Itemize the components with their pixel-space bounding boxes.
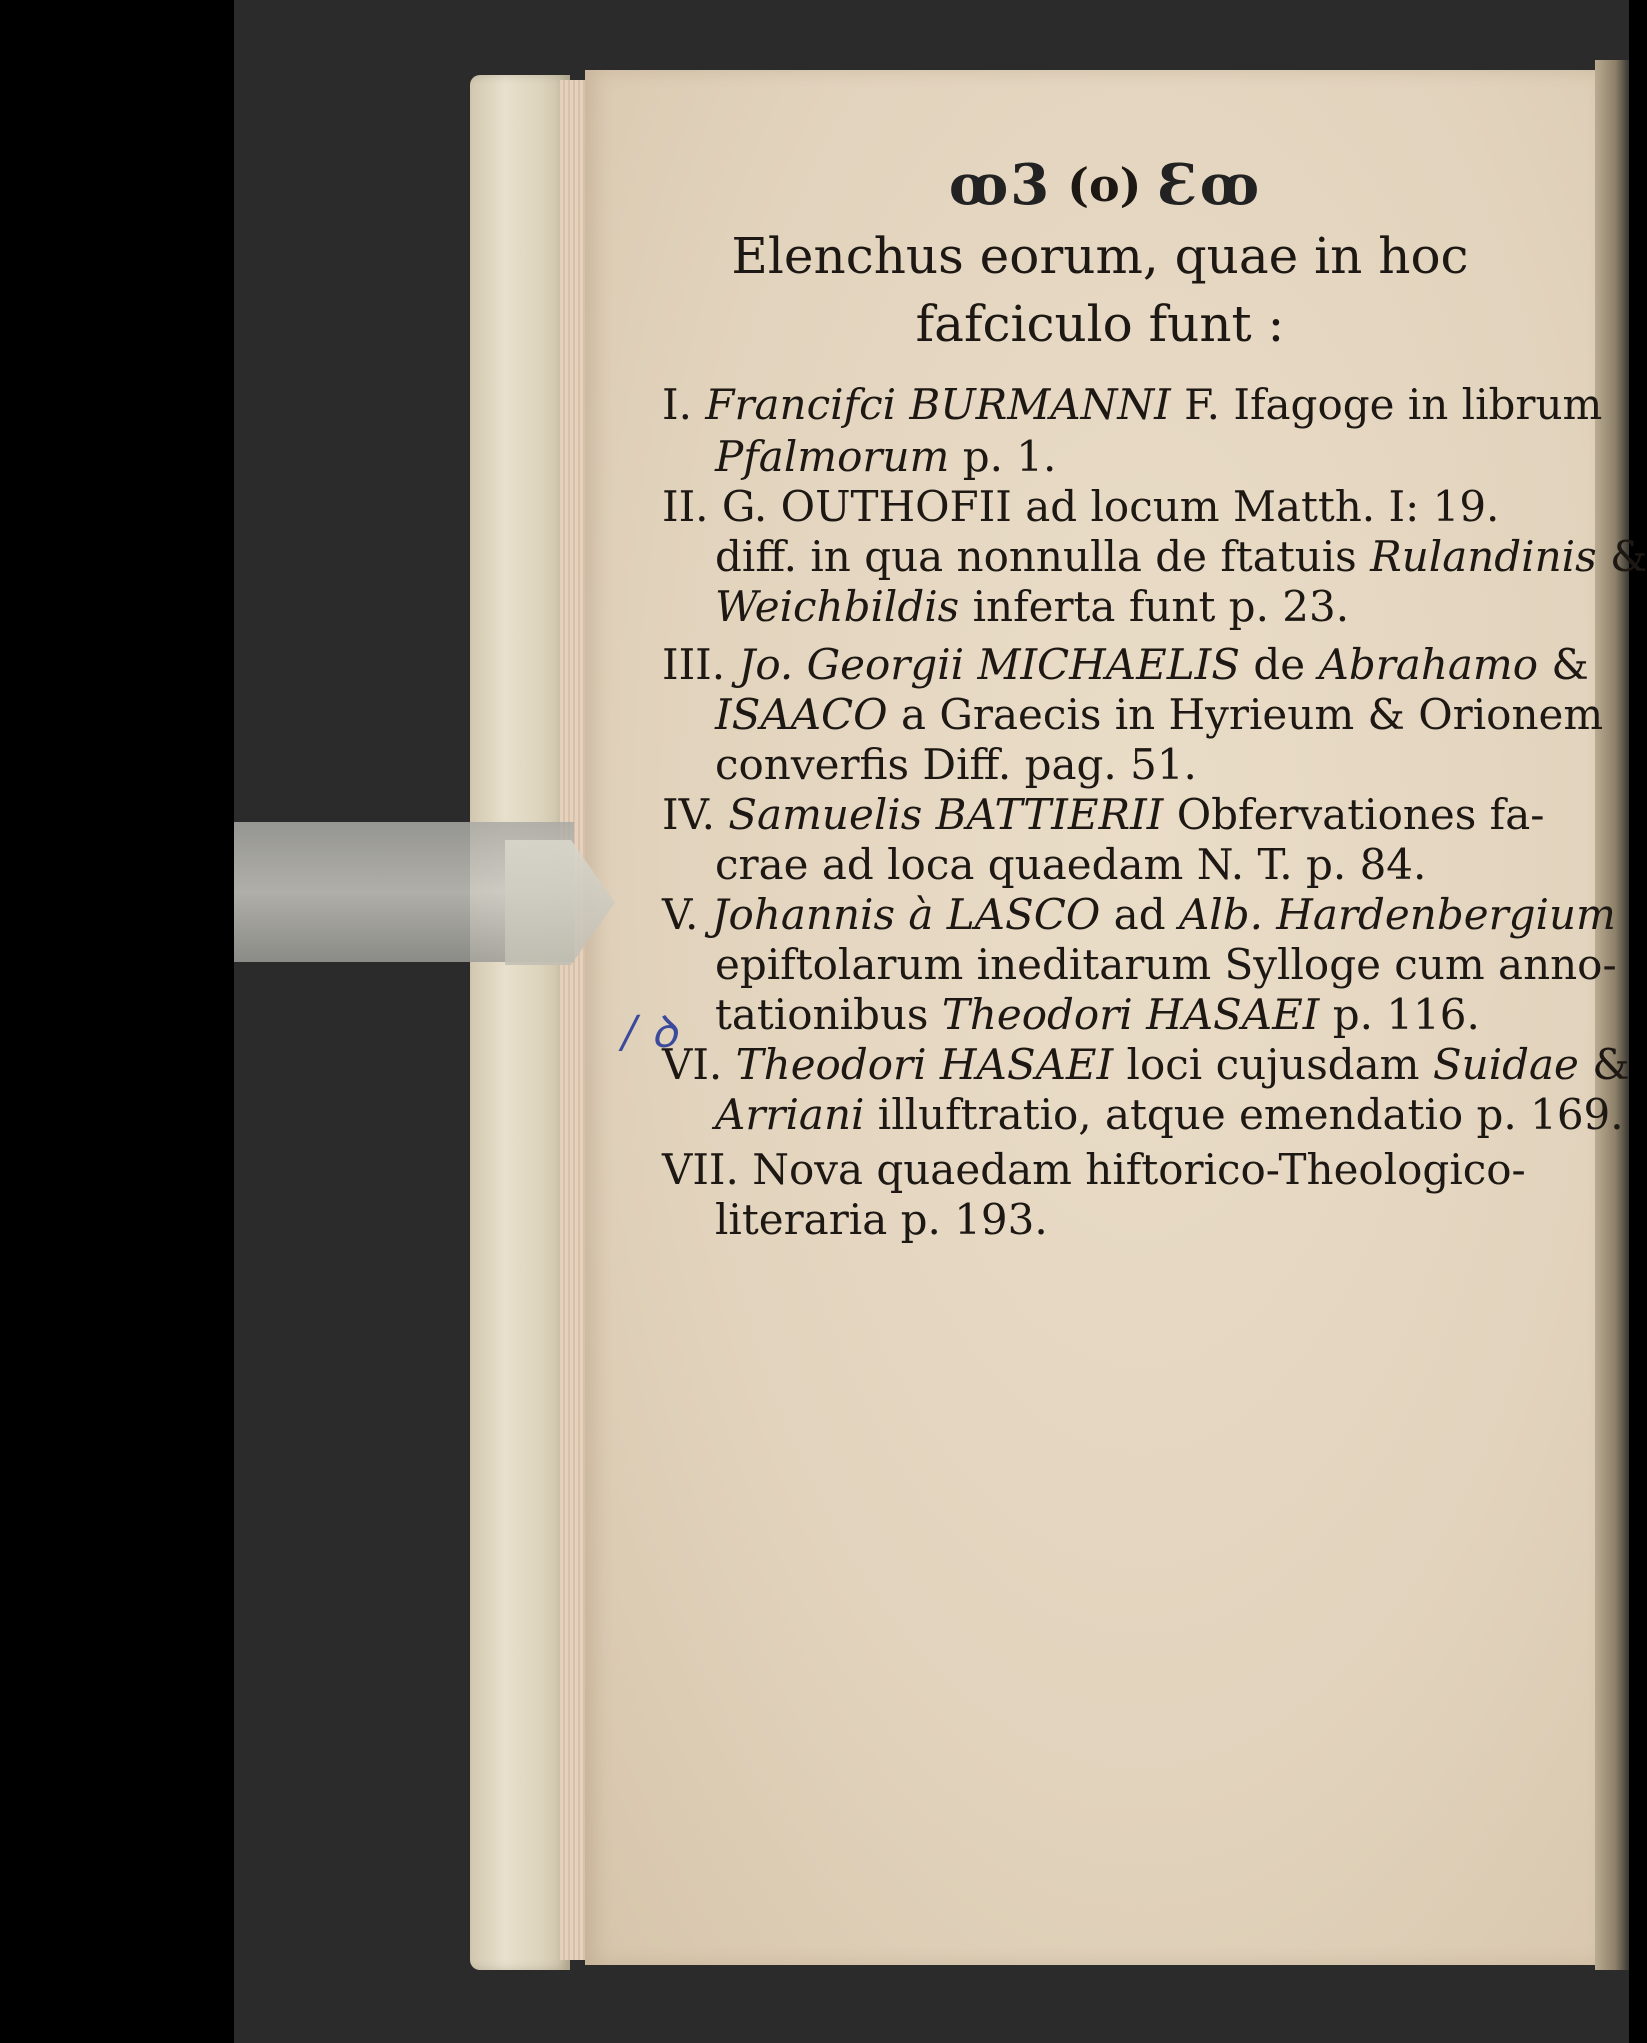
- entry-text-segment: ISAACO: [715, 690, 888, 739]
- entry-text-segment: p. 1.: [949, 432, 1057, 481]
- entry-text-segment: V.: [662, 890, 712, 939]
- entry-text-segment: converfis Diff. pag. 51.: [715, 740, 1197, 789]
- entry-text-segment: IV.: [662, 790, 729, 839]
- entry-text-segment: Jo. Georgii MICHAELIS: [738, 640, 1241, 689]
- entry-text-segment: Theodori HASAEI: [941, 990, 1320, 1039]
- entry-1-line-2: [715, 432, 1056, 482]
- entry-text-segment: &: [1578, 1040, 1630, 1089]
- title-line-2: fafciculo funt :: [915, 295, 1285, 353]
- entry-text-segment: de: [1240, 640, 1319, 689]
- entry-text-segment: inferta funt p. 23.: [959, 582, 1350, 631]
- entry-text-segment: Samuelis BATTIERII: [728, 790, 1164, 839]
- entry-text-segment: F. Ifagoge in librum: [1170, 380, 1603, 429]
- entry-text-segment: VI.: [662, 1040, 736, 1089]
- entry-2-line-3: [715, 582, 1349, 632]
- entry-text-segment: illuftratio, atque emendatio p. 169.: [864, 1090, 1624, 1139]
- entry-text-segment: loci cujusdam: [1113, 1040, 1433, 1089]
- entry-text-segment: Suidae: [1432, 1040, 1579, 1089]
- entry-text-segment: II. G. OUTHOFII ad locum Matth. I: 19.: [662, 482, 1500, 531]
- entry-4-line-2: [715, 840, 1426, 890]
- entry-text-segment: BURMANNI: [896, 380, 1171, 429]
- entry-text-segment: epiftolarum ineditarum Sylloge cum anno-: [715, 940, 1617, 989]
- entry-3-line-2: [715, 690, 1603, 740]
- entry-6-line-1: [662, 1040, 1630, 1090]
- entry-text-segment: Weichbildis: [715, 582, 960, 631]
- entry-text-segment: a Graecis in Hyrieum & Orionem: [887, 690, 1604, 739]
- entry-2-line-1: [662, 482, 1499, 532]
- entry-text-segment: Rulandinis: [1370, 532, 1597, 581]
- entry-7-line-1: [662, 1145, 1526, 1195]
- title-line-1: Elenchus eorum, quae in hoc: [731, 227, 1469, 285]
- entry-5-line-1: [662, 890, 1616, 940]
- entry-5-line-2: [715, 940, 1617, 990]
- entry-1-line-1: [662, 380, 1602, 430]
- entry-text-segment: crae ad loca quaedam N. T. p. 84.: [715, 840, 1427, 889]
- entry-text-segment: p. 116.: [1319, 990, 1480, 1039]
- entry-text-segment: VII. Nova quaedam hiftorico-Theologico-: [662, 1145, 1526, 1194]
- entry-3-line-1: [662, 640, 1589, 690]
- entry-5-line-3: [715, 990, 1480, 1040]
- entry-text-segment: III.: [662, 640, 739, 689]
- page-ornament: [948, 150, 1262, 220]
- entry-text-segment: ad: [1100, 890, 1179, 939]
- entry-text-segment: tationibus: [715, 990, 942, 1039]
- entry-3-line-3: [715, 740, 1197, 790]
- entry-text-segment: I.: [662, 380, 706, 429]
- handwritten-margin-note: / ꝺ: [622, 1007, 678, 1058]
- page-title: [700, 222, 1500, 358]
- entry-text-segment: Obfervationes fa-: [1163, 790, 1545, 839]
- entry-text-segment: Francifci: [705, 380, 897, 429]
- entry-text-segment: Theodori HASAEI: [735, 1040, 1114, 1089]
- entry-text-segment: Alb. Hardenbergium: [1178, 890, 1616, 939]
- signature-mark: (o): [1067, 158, 1142, 212]
- entry-2-line-2: [715, 532, 1647, 582]
- entry-text-segment: &: [1538, 640, 1589, 689]
- entry-text-segment: Pfalmorum: [715, 432, 950, 481]
- fleuron-left-icon: ꝏ3: [948, 152, 1052, 218]
- fleuron-right-icon: Ɛꝏ: [1157, 152, 1262, 218]
- entry-text-segment: Abrahamo: [1318, 640, 1539, 689]
- entry-text-segment: &: [1596, 532, 1647, 581]
- entry-4-line-1: [662, 790, 1544, 840]
- entry-text-segment: diff. in qua nonnulla de ftatuis: [715, 532, 1371, 581]
- entry-7-line-2: [715, 1195, 1048, 1245]
- entry-text-segment: Johannis à LASCO: [711, 890, 1101, 939]
- entry-text-segment: literaria p. 193.: [715, 1195, 1048, 1244]
- entry-6-line-2: [715, 1090, 1624, 1140]
- entry-text-segment: Arriani: [715, 1090, 865, 1139]
